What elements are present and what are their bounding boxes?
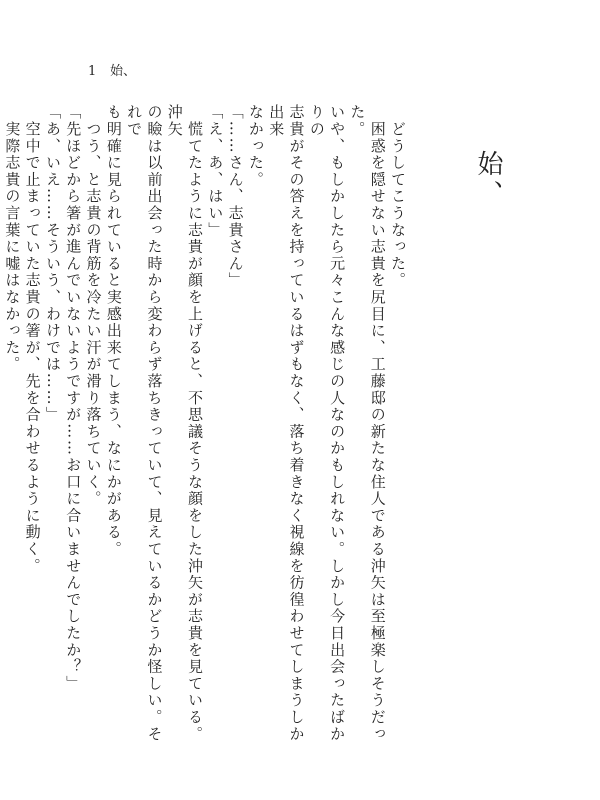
page-header [88,64,136,80]
text-line: 実際志貴の言葉に嘘はなかった。 [3,104,22,373]
text-line: も明確に見られていると実感出来てしまう、なにかがある。 [104,104,123,558]
text-line: つう、と志貴の背筋を冷たい汗が滑り落ちていく。 [84,104,103,508]
text-line: 志貴がその答えを持っているはずもなく、落ち着きなく視線を彷徨わせてしまうしか出来 [267,104,306,743]
chapter-title: 始、 [473,150,503,210]
text-line: 「え、あ、はい」 [206,104,225,239]
text-line: の瞼は以前出会った時から変わらず落ちきっていて、見えているかどうか怪しい。それで [125,104,164,743]
text-line: どうしてこうなった。 [389,104,407,289]
text-line: 空中で止まっていた志貴の箸が、先を合わせるように動く。 [23,104,42,575]
text-line: なかった。 [246,104,265,188]
running-title: 始、 [110,64,137,79]
text-line: 「あ、いえ……そういう、わけでは……」 [43,104,62,424]
text-line: 慌てたように志貴が顔を上げると、不思議そうな顔をした沖矢が志貴を見ている。沖矢 [165,104,205,743]
page-number: 1 [88,64,97,79]
text-line: 「先ほどから箸が進んでいないようですが……お口に合いませんでしたか？」 [64,104,83,692]
body-text [2,104,408,754]
text-line: 「……さん、志貴さん」 [226,104,245,289]
text-line: いや、もしかしたら元々こんな感じの人なのかもしれない。しかし今日出会ったばかりの [307,104,347,743]
text-line: 困惑を隠せない志貴を尻目に、工藤邸の新たな住人である沖矢は至極楽しそうだった。 [348,104,387,743]
